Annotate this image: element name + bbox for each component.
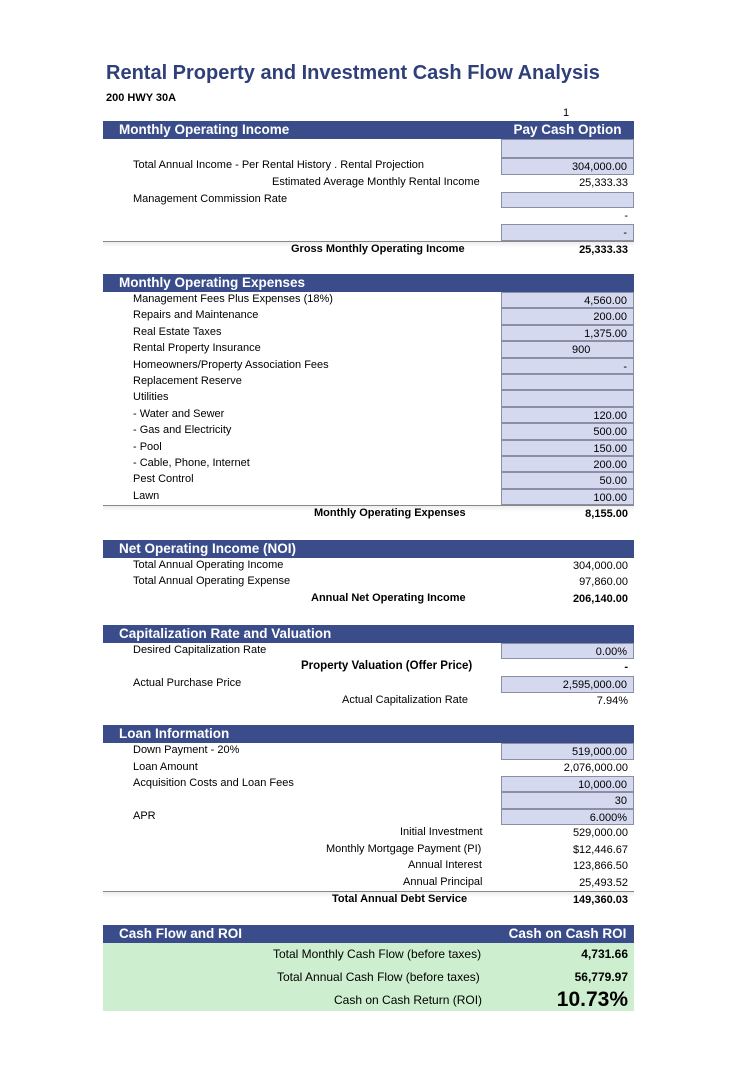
annual-cashflow-value: 56,779.97 bbox=[574, 970, 628, 985]
expense-label: Replacement Reserve bbox=[133, 374, 242, 387]
expense-label: - Gas and Electricity bbox=[133, 424, 232, 437]
column-number: 1 bbox=[562, 107, 570, 119]
row-label: Acquisition Costs and Loan Fees bbox=[133, 777, 294, 790]
section-title: Loan Information bbox=[119, 726, 230, 742]
annual-income-value: 304,000.00 bbox=[572, 560, 628, 573]
expense-label: - Cable, Phone, Internet bbox=[133, 456, 250, 469]
annual-cashflow-row bbox=[103, 966, 634, 988]
expense-row bbox=[103, 325, 634, 341]
expense-label: Real Estate Taxes bbox=[133, 325, 222, 338]
row-label: Monthly Mortgage Payment (PI) bbox=[326, 843, 482, 856]
row-label: Actual Capitalization Rate bbox=[342, 694, 468, 707]
expense-row bbox=[103, 407, 634, 423]
loan-term-row bbox=[103, 792, 634, 809]
section-header-expenses bbox=[103, 274, 634, 292]
total-annual-income-input[interactable]: 304,000.00 bbox=[501, 158, 634, 175]
expense-label: Rental Property Insurance bbox=[133, 342, 261, 355]
purchase-price-row bbox=[103, 676, 634, 693]
row-label: Management Commission Rate bbox=[133, 193, 288, 205]
expense-label: Management Fees Plus Expenses (18%) bbox=[133, 293, 333, 305]
debt-service-total-row bbox=[103, 891, 634, 908]
actual-cap-rate-row bbox=[103, 693, 634, 709]
annual-interest-value: 123,866.50 bbox=[572, 860, 628, 873]
row-label: Annual Principal bbox=[403, 876, 483, 889]
row-label: Total Annual Operating Expense bbox=[133, 575, 291, 588]
row-label: Total Annual Cash Flow (before taxes) bbox=[277, 970, 480, 985]
page-title: Rental Property and Investment Cash Flow Analysis bbox=[106, 62, 600, 84]
section-gap bbox=[103, 258, 634, 274]
acquisition-costs-input[interactable]: 10,000.00 bbox=[501, 776, 634, 792]
monthly-mortgage-row bbox=[103, 842, 634, 858]
initial-investment-value: 529,000.00 bbox=[572, 827, 628, 840]
monthly-cashflow-value: 4,731.66 bbox=[581, 947, 628, 962]
section-header-income bbox=[103, 121, 634, 139]
section-header-cashflow bbox=[103, 925, 634, 943]
section-title: Cash Flow and ROI bbox=[119, 926, 243, 942]
option-column-header: Pay Cash Option bbox=[513, 122, 622, 137]
expense-row bbox=[103, 489, 634, 505]
expense-label: Pest Control bbox=[133, 473, 194, 486]
expense-row bbox=[103, 374, 634, 390]
gross-income-value: 25,333.33 bbox=[579, 244, 628, 256]
expense-value-input[interactable]: 4,560.00 bbox=[501, 292, 634, 308]
dash-input[interactable]: - bbox=[501, 224, 634, 241]
section-title: Capitalization Rate and Valuation bbox=[119, 626, 332, 642]
expense-label: - Pool bbox=[133, 440, 162, 453]
row-label: Annual Interest bbox=[408, 859, 482, 872]
total-label: Monthly Operating Expenses bbox=[314, 507, 466, 520]
total-annual-income-row bbox=[103, 158, 634, 175]
monthly-mortgage-value: $12,446.67 bbox=[572, 844, 628, 857]
expenses-total-row bbox=[103, 505, 634, 522]
expense-value-input[interactable]: 500.00 bbox=[501, 423, 634, 439]
annual-expense-row bbox=[103, 574, 634, 591]
row-label: Cash on Cash Return (ROI) bbox=[334, 993, 483, 1008]
apr-row bbox=[103, 809, 634, 825]
valuation-row bbox=[103, 659, 634, 676]
row-label: APR bbox=[133, 810, 156, 823]
property-address: 200 HWY 30A bbox=[106, 92, 177, 104]
expense-value-input[interactable]: - bbox=[501, 358, 634, 374]
expense-value-input[interactable]: 50.00 bbox=[501, 472, 634, 488]
row-label: Initial Investment bbox=[400, 826, 483, 839]
expense-value-input[interactable]: 1,375.00 bbox=[501, 325, 634, 341]
row-label: Actual Purchase Price bbox=[133, 677, 242, 690]
expense-row bbox=[103, 390, 634, 406]
roi-column-header: Cash on Cash ROI bbox=[508, 926, 627, 942]
acquisition-costs-row bbox=[103, 776, 634, 792]
expense-label: - Water and Sewer bbox=[133, 407, 225, 420]
desired-cap-rate-input[interactable]: 0.00% bbox=[501, 643, 634, 659]
dash-row bbox=[103, 208, 634, 224]
expense-value-input[interactable]: 900 bbox=[501, 341, 634, 357]
expense-label: Utilities bbox=[133, 391, 169, 404]
spacer-row bbox=[103, 139, 634, 158]
roi-row bbox=[103, 988, 634, 1011]
expense-row bbox=[103, 292, 634, 308]
expense-row bbox=[103, 456, 634, 472]
expense-value-input[interactable]: 200.00 bbox=[501, 308, 634, 324]
debt-service-value: 149,360.03 bbox=[572, 894, 628, 907]
section-header-noi bbox=[103, 540, 634, 558]
total-label: Gross Monthly Operating Income bbox=[291, 243, 465, 255]
dash-row bbox=[103, 224, 634, 241]
expense-value-input[interactable] bbox=[501, 390, 634, 406]
expense-value-input[interactable] bbox=[501, 374, 634, 390]
annual-noi-value: 206,140.00 bbox=[572, 593, 628, 606]
section-gap bbox=[103, 709, 634, 725]
annual-principal-value: 25,493.52 bbox=[579, 877, 628, 890]
dash-value: - bbox=[624, 210, 628, 222]
annual-expense-value: 97,860.00 bbox=[579, 576, 628, 589]
blank-input-cell[interactable] bbox=[501, 139, 634, 158]
section-title: Net Operating Income (NOI) bbox=[119, 541, 297, 557]
row-label: Loan Amount bbox=[133, 761, 198, 774]
loan-amount-value: 2,076,000.00 bbox=[563, 762, 628, 775]
expense-row bbox=[103, 341, 634, 357]
mgmt-commission-input[interactable] bbox=[501, 192, 634, 208]
total-label: Annual Net Operating Income bbox=[311, 592, 466, 605]
loan-amount-row bbox=[103, 760, 634, 776]
expense-value-input[interactable]: 120.00 bbox=[501, 407, 634, 423]
expense-row bbox=[103, 472, 634, 488]
section-title: Monthly Operating Income bbox=[119, 122, 290, 137]
expense-value-input[interactable]: 150.00 bbox=[501, 440, 634, 456]
actual-cap-rate-value: 7.94% bbox=[596, 695, 628, 708]
monthly-cashflow-row bbox=[103, 943, 634, 966]
annual-income-row bbox=[103, 558, 634, 574]
row-label: Estimated Average Monthly Rental Income bbox=[272, 176, 480, 188]
section-gap bbox=[103, 522, 634, 540]
annual-interest-row bbox=[103, 858, 634, 875]
gross-income-total-row bbox=[103, 241, 634, 258]
avg-monthly-rent-row bbox=[103, 175, 634, 192]
down-payment-input[interactable]: 519,000.00 bbox=[501, 743, 634, 760]
expense-label: Repairs and Maintenance bbox=[133, 309, 259, 322]
expense-label: Homeowners/Property Association Fees bbox=[133, 358, 329, 371]
valuation-value: - bbox=[624, 661, 628, 674]
section-header-cap-rate bbox=[103, 625, 634, 643]
expenses-total-value: 8,155.00 bbox=[585, 508, 628, 521]
apr-input[interactable]: 6.000% bbox=[501, 809, 634, 825]
down-payment-row bbox=[103, 743, 634, 760]
row-label: Total Annual Operating Income bbox=[133, 559, 284, 572]
mgmt-commission-row bbox=[103, 192, 634, 208]
desired-cap-rate-row bbox=[103, 643, 634, 659]
expense-row bbox=[103, 423, 634, 439]
expense-value-input[interactable]: 100.00 bbox=[501, 489, 634, 505]
initial-investment-row bbox=[103, 825, 634, 842]
loan-term-input[interactable]: 30 bbox=[501, 792, 634, 809]
annual-principal-row bbox=[103, 875, 634, 891]
roi-value: 10.73% bbox=[556, 988, 628, 1012]
expense-value-input[interactable]: 200.00 bbox=[501, 456, 634, 472]
row-label: Total Annual Income - Per Rental History . Rental Projection bbox=[133, 159, 425, 171]
total-label: Property Valuation (Offer Price) bbox=[301, 660, 473, 673]
purchase-price-input[interactable]: 2,595,000.00 bbox=[501, 676, 634, 693]
expense-row bbox=[103, 358, 634, 374]
section-gap bbox=[103, 908, 634, 925]
section-header-loan bbox=[103, 725, 634, 743]
expense-list bbox=[103, 292, 634, 505]
row-label: Desired Capitalization Rate bbox=[133, 644, 267, 657]
row-label: Total Monthly Cash Flow (before taxes) bbox=[273, 947, 482, 962]
expense-row bbox=[103, 308, 634, 324]
section-title: Monthly Operating Expenses bbox=[119, 275, 306, 290]
section-gap bbox=[103, 608, 634, 625]
expense-row bbox=[103, 440, 634, 456]
cash-flow-sheet bbox=[103, 121, 634, 1011]
total-label: Total Annual Debt Service bbox=[332, 893, 468, 906]
expense-label: Lawn bbox=[133, 489, 160, 502]
annual-noi-row bbox=[103, 591, 634, 608]
avg-monthly-rent-value: 25,333.33 bbox=[579, 177, 628, 189]
row-label: Down Payment - 20% bbox=[133, 744, 240, 757]
